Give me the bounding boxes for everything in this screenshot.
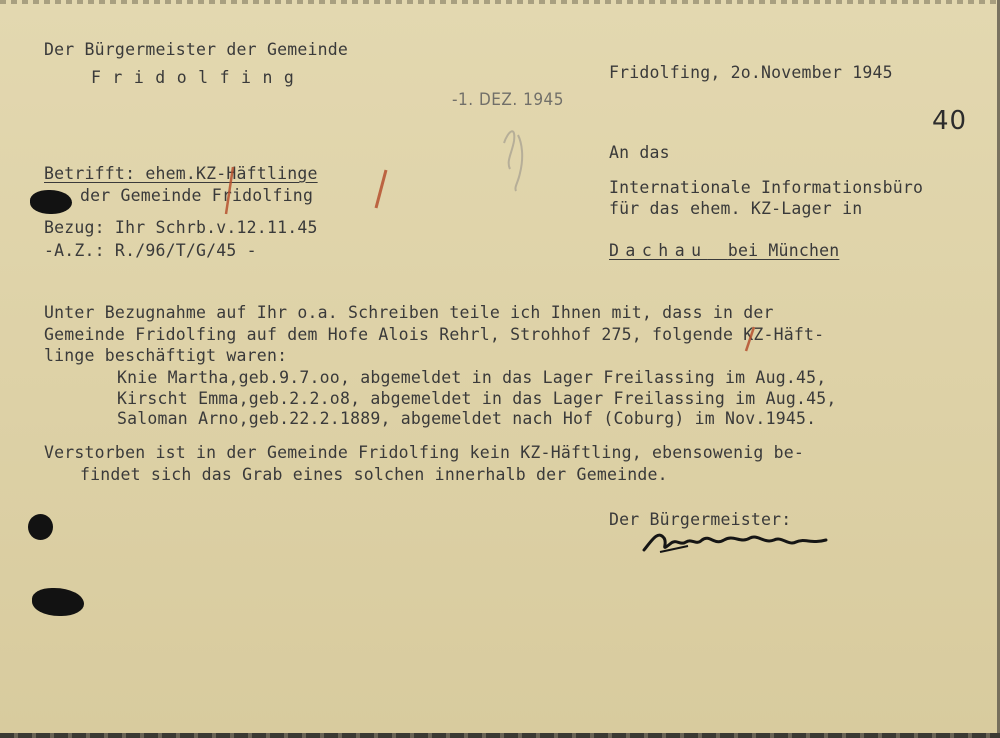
page-bottom-edge (0, 733, 1000, 738)
date-line: Fridolfing, 2o.November 1945 (609, 63, 893, 82)
ink-blot (32, 588, 84, 616)
recipient-city-line (609, 241, 839, 261)
body-p1-line-1: Unter Bezugnahme auf Ihr o.a. Schreiben teile ich Ihnen mit, dass in der (44, 303, 774, 322)
sender-line-1: Der Bürgermeister der Gemeinde (44, 40, 349, 59)
subject-line-2: der Gemeinde Fridolfing (80, 186, 314, 205)
body-p2-line-1: Verstorben ist in der Gemeinde Fridolfing kein KZ-Häftling, ebensowenig be- (44, 443, 805, 462)
page-top-edge (0, 0, 1000, 4)
red-pencil-marks (210, 162, 400, 222)
body-p1-line-3: linge beschäftigt waren: (44, 346, 288, 365)
recipient-line-1: An das (609, 143, 670, 162)
body-p1-line-2: Gemeinde Fridolfing auf dem Hofe Alois Rehrl, Strohhof 275, folgende KZ-Häft- (44, 325, 825, 344)
body-p2-line-2: findet sich das Grab eines solchen innerhalb der Gemeinde. (80, 465, 668, 484)
file-number-line: -A.Z.: R./96/T/G/45 - (44, 241, 257, 260)
handwritten-signature (640, 522, 840, 562)
reference-line: Bezug: Ihr Schrb.v.12.11.45 (44, 218, 318, 237)
received-stamp: -1. DEZ. 1945 (452, 90, 565, 110)
red-pencil-mark-number (736, 325, 766, 355)
list-item: Knie Martha,geb.9.7.oo, abgemeldet in das Lager Freilassing im Aug.45, (117, 368, 827, 387)
recipient-line-2: Internationale Informationsbüro (609, 178, 924, 197)
closing-line: Der Bürgermeister: (609, 510, 792, 529)
pencil-initials-mark (494, 113, 534, 193)
recipient-line-3: für das ehem. KZ-Lager in (609, 199, 863, 218)
list-item: Kirscht Emma,geb.2.2.o8, abgemeldet in das Lager Freilassing im Aug.45, (117, 389, 837, 408)
recipient-city: Dachau (609, 241, 708, 260)
subject-text: Betrifft: ehem.KZ-Häftlinge (44, 164, 318, 183)
recipient-city-suffix: bei München (727, 241, 840, 260)
sender-town: Fridolfing (91, 68, 306, 87)
list-item: Saloman Arno,geb.22.2.1889, abgemeldet nach Hof (Coburg) im Nov.1945. (117, 409, 817, 428)
punch-hole-mark (28, 514, 53, 540)
page-number: 40 (932, 106, 968, 136)
ink-blot (30, 190, 72, 214)
